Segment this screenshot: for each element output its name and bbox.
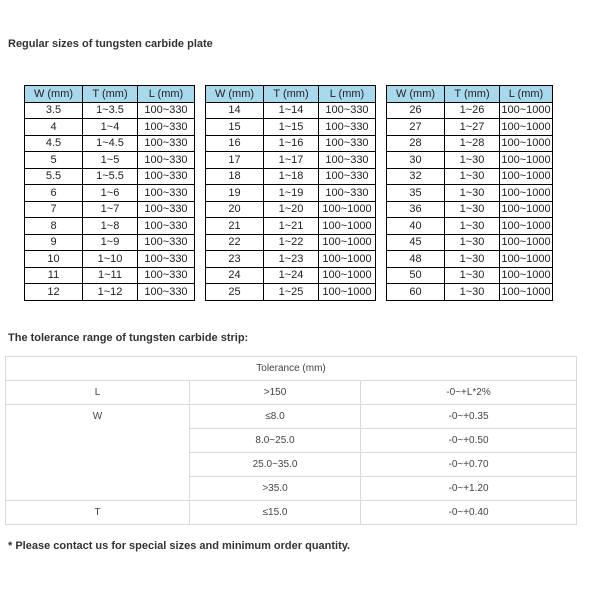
thickness-cell: 1~26	[445, 102, 500, 119]
col-header-t: T (mm)	[264, 86, 319, 103]
col-header-w: W (mm)	[387, 86, 445, 103]
size-row	[387, 284, 553, 301]
tolerance-cell: -0~+1.20	[361, 477, 577, 501]
thickness-cell: 1~30	[445, 218, 500, 235]
thickness-cell: 1~18	[264, 168, 319, 185]
width-cell: 12	[25, 284, 83, 301]
width-cell: 17	[206, 152, 264, 169]
col-header-w: W (mm)	[25, 86, 83, 103]
thickness-cell: 1~30	[445, 251, 500, 268]
size-row	[387, 267, 553, 284]
length-cell: 100~330	[319, 135, 376, 152]
plate-sizes-heading: Regular sizes of tungsten carbide plate	[8, 38, 213, 50]
thickness-cell: 1~30	[445, 267, 500, 284]
size-row	[387, 152, 553, 169]
width-cell: 15	[206, 119, 264, 136]
tolerance-table	[5, 356, 577, 525]
width-cell: 25	[206, 284, 264, 301]
tolerance-cell: -0~+0.40	[361, 501, 577, 525]
thickness-cell: 1~30	[445, 201, 500, 218]
range-cell: >150	[190, 381, 361, 405]
tolerance-row-t	[6, 501, 577, 525]
width-cell: 26	[387, 102, 445, 119]
thickness-cell: 1~30	[445, 152, 500, 169]
thickness-cell: 1~30	[445, 168, 500, 185]
range-cell: 25.0~35.0	[190, 453, 361, 477]
width-cell: 50	[387, 267, 445, 284]
thickness-cell: 1~23	[264, 251, 319, 268]
length-cell: 100~1000	[500, 284, 553, 301]
special-sizes-note: * Please contact us for special sizes and minimum order quantity.	[8, 540, 351, 552]
size-row	[206, 201, 376, 218]
thickness-cell: 1~3.5	[83, 102, 138, 119]
range-cell: 8.0~25.0	[190, 429, 361, 453]
width-cell: 21	[206, 218, 264, 235]
size-row	[25, 185, 195, 202]
size-row	[206, 135, 376, 152]
plate-size-table-2	[205, 85, 376, 301]
size-row	[387, 119, 553, 136]
length-cell: 100~330	[138, 102, 195, 119]
length-cell: 100~1000	[500, 201, 553, 218]
length-cell: 100~1000	[319, 218, 376, 235]
width-cell: 19	[206, 185, 264, 202]
col-header-t: T (mm)	[83, 86, 138, 103]
thickness-cell: 1~15	[264, 119, 319, 136]
thickness-cell: 1~19	[264, 185, 319, 202]
length-cell: 100~330	[319, 168, 376, 185]
length-cell: 100~330	[138, 234, 195, 251]
width-cell: 27	[387, 119, 445, 136]
plate-size-table-1	[24, 85, 195, 301]
size-row	[25, 119, 195, 136]
width-cell: 32	[387, 168, 445, 185]
size-row	[206, 251, 376, 268]
size-row	[206, 119, 376, 136]
length-cell: 100~330	[138, 168, 195, 185]
thickness-cell: 1~27	[445, 119, 500, 136]
size-row	[387, 251, 553, 268]
width-cell: 9	[25, 234, 83, 251]
tolerance-cell: -0~+0.35	[361, 405, 577, 429]
length-cell: 100~330	[319, 152, 376, 169]
thickness-cell: 1~28	[445, 135, 500, 152]
length-cell: 100~1000	[319, 201, 376, 218]
length-cell: 100~1000	[319, 267, 376, 284]
tolerance-cell: -0~+0.50	[361, 429, 577, 453]
size-row	[206, 102, 376, 119]
col-header-l: L (mm)	[138, 86, 195, 103]
thickness-cell: 1~11	[83, 267, 138, 284]
width-cell: 8	[25, 218, 83, 235]
thickness-cell: 1~30	[445, 284, 500, 301]
col-header-l: L (mm)	[500, 86, 553, 103]
col-header-t: T (mm)	[445, 86, 500, 103]
plate-size-table-3	[386, 85, 553, 301]
dimension-label-l: L	[6, 381, 190, 405]
size-row	[387, 234, 553, 251]
width-cell: 20	[206, 201, 264, 218]
length-cell: 100~330	[138, 218, 195, 235]
size-row	[387, 102, 553, 119]
tolerance-heading: The tolerance range of tungsten carbide strip:	[8, 332, 249, 344]
thickness-cell: 1~30	[445, 185, 500, 202]
size-row	[206, 152, 376, 169]
width-cell: 48	[387, 251, 445, 268]
length-cell: 100~330	[138, 284, 195, 301]
length-cell: 100~1000	[500, 185, 553, 202]
width-cell: 36	[387, 201, 445, 218]
width-cell: 23	[206, 251, 264, 268]
length-cell: 100~330	[319, 102, 376, 119]
width-cell: 28	[387, 135, 445, 152]
width-cell: 5	[25, 152, 83, 169]
length-cell: 100~1000	[500, 234, 553, 251]
width-cell: 30	[387, 152, 445, 169]
length-cell: 100~1000	[500, 152, 553, 169]
thickness-cell: 1~4.5	[83, 135, 138, 152]
size-row	[25, 267, 195, 284]
length-cell: 100~1000	[500, 168, 553, 185]
thickness-cell: 1~12	[83, 284, 138, 301]
width-cell: 4	[25, 119, 83, 136]
thickness-cell: 1~25	[264, 284, 319, 301]
width-cell: 40	[387, 218, 445, 235]
width-cell: 3.5	[25, 102, 83, 119]
width-cell: 6	[25, 185, 83, 202]
length-cell: 100~330	[138, 185, 195, 202]
tolerance-row-l	[6, 381, 577, 405]
width-cell: 35	[387, 185, 445, 202]
size-row	[25, 201, 195, 218]
size-row	[387, 135, 553, 152]
size-row	[206, 218, 376, 235]
range-cell: ≤15.0	[190, 501, 361, 525]
width-cell: 11	[25, 267, 83, 284]
range-cell: >35.0	[190, 477, 361, 501]
width-cell: 7	[25, 201, 83, 218]
thickness-cell: 1~24	[264, 267, 319, 284]
length-cell: 100~1000	[500, 251, 553, 268]
dimension-label-t: T	[6, 501, 190, 525]
length-cell: 100~1000	[319, 284, 376, 301]
size-row	[206, 284, 376, 301]
length-cell: 100~330	[319, 185, 376, 202]
length-cell: 100~1000	[500, 135, 553, 152]
length-cell: 100~330	[319, 119, 376, 136]
thickness-cell: 1~22	[264, 234, 319, 251]
thickness-cell: 1~6	[83, 185, 138, 202]
size-row	[387, 201, 553, 218]
width-cell: 45	[387, 234, 445, 251]
width-cell: 22	[206, 234, 264, 251]
thickness-cell: 1~8	[83, 218, 138, 235]
thickness-cell: 1~5.5	[83, 168, 138, 185]
size-row	[206, 234, 376, 251]
thickness-cell: 1~10	[83, 251, 138, 268]
length-cell: 100~330	[138, 119, 195, 136]
size-row	[206, 168, 376, 185]
thickness-cell: 1~20	[264, 201, 319, 218]
tolerance-header: Tolerance (mm)	[6, 357, 577, 381]
width-cell: 18	[206, 168, 264, 185]
width-cell: 14	[206, 102, 264, 119]
tolerance-row-w	[6, 405, 577, 429]
length-cell: 100~330	[138, 251, 195, 268]
size-row	[387, 218, 553, 235]
length-cell: 100~330	[138, 201, 195, 218]
thickness-cell: 1~17	[264, 152, 319, 169]
width-cell: 24	[206, 267, 264, 284]
thickness-cell: 1~14	[264, 102, 319, 119]
length-cell: 100~1000	[500, 218, 553, 235]
width-cell: 60	[387, 284, 445, 301]
thickness-cell: 1~16	[264, 135, 319, 152]
thickness-cell: 1~4	[83, 119, 138, 136]
width-cell: 16	[206, 135, 264, 152]
length-cell: 100~1000	[500, 102, 553, 119]
width-cell: 10	[25, 251, 83, 268]
dimension-label-w: W	[6, 405, 190, 501]
thickness-cell: 1~7	[83, 201, 138, 218]
thickness-cell: 1~5	[83, 152, 138, 169]
thickness-cell: 1~30	[445, 234, 500, 251]
width-cell: 4.5	[25, 135, 83, 152]
length-cell: 100~1000	[500, 267, 553, 284]
size-row	[206, 185, 376, 202]
size-row	[387, 168, 553, 185]
size-row	[25, 218, 195, 235]
thickness-cell: 1~9	[83, 234, 138, 251]
length-cell: 100~330	[138, 135, 195, 152]
size-row	[25, 135, 195, 152]
tolerance-cell: -0~+L*2%	[361, 381, 577, 405]
size-row	[25, 152, 195, 169]
size-row	[25, 251, 195, 268]
size-row	[25, 284, 195, 301]
size-row	[387, 185, 553, 202]
length-cell: 100~330	[138, 267, 195, 284]
size-row	[25, 234, 195, 251]
col-header-l: L (mm)	[319, 86, 376, 103]
length-cell: 100~1000	[500, 119, 553, 136]
thickness-cell: 1~21	[264, 218, 319, 235]
length-cell: 100~1000	[319, 251, 376, 268]
width-cell: 5.5	[25, 168, 83, 185]
size-row	[25, 102, 195, 119]
tolerance-cell: -0~+0.70	[361, 453, 577, 477]
size-row	[25, 168, 195, 185]
size-row	[206, 267, 376, 284]
range-cell: ≤8.0	[190, 405, 361, 429]
length-cell: 100~1000	[319, 234, 376, 251]
length-cell: 100~330	[138, 152, 195, 169]
col-header-w: W (mm)	[206, 86, 264, 103]
